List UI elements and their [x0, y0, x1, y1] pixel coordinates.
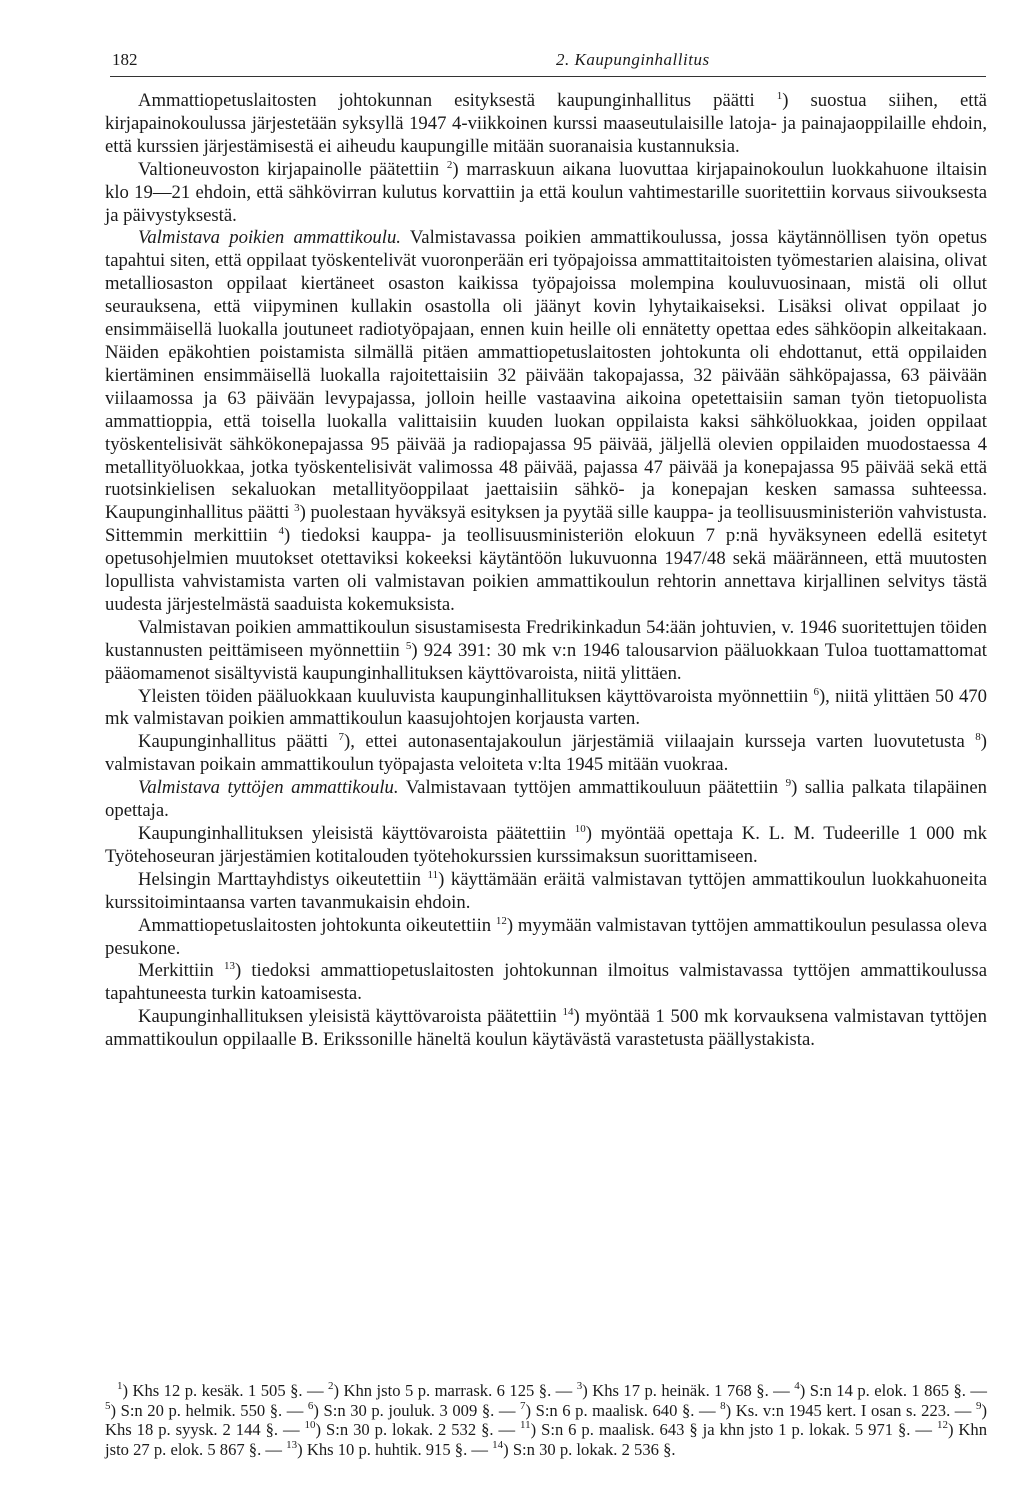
text-run: Ammattiopetuslaitosten johtokunnan esityksestä kaupunginhallitus päätti	[138, 90, 777, 111]
text-run: ) sallia palkata tilapäinen opettaja.	[105, 777, 987, 822]
text-run: ) S:n 14 p. elok. 1 865 §. —	[799, 1381, 988, 1400]
text-run: Kaupunginhallituksen yleisistä käyttövaroista päätettiin	[138, 1006, 563, 1028]
paragraph	[105, 686, 987, 732]
text-run: ), niitä ylittäen 50 470 mk valmistavan poikien ammattikoulun kaasujohtojen korjausta varten.	[105, 685, 987, 730]
section-subheading: Valmistava poikien ammattikoulu.	[138, 227, 401, 249]
footnote-ref: 6	[307, 1399, 314, 1412]
text-run: ) myymään valmistavan tyttöjen ammattikoulun pesulassa oleva pesukone.	[105, 914, 987, 959]
footnote-ref: 3	[576, 1380, 583, 1392]
paragraph	[105, 159, 987, 228]
text-run: ) tiedoksi ammattiopetuslaitosten johtokunnan ilmoitus valmistavassa tyttöjen ammattikoulussa tapahtuneesta turkin katoamisesta.	[105, 960, 987, 1005]
footnote-ref: 3	[294, 502, 300, 515]
text-run: ) Ks. v:n 1945 kert. I osan s. 223. —	[725, 1400, 976, 1420]
footnote-ref: 11	[427, 868, 439, 881]
footnote-ref: 10	[574, 823, 586, 835]
footnote-ref: 11	[520, 1419, 531, 1431]
text-run: ) S:n 6 p. maalisk. 640 §. —	[525, 1400, 721, 1420]
text-run: ) valmistavan poikain ammattikoulun työpajasta veloiteta v:lta 1945 mitään vuokraa.	[105, 731, 988, 776]
text-run: ) marraskuun aikana luovuttaa kirjapainokoulun luokkahuone iltaisin klo 19—21 ehdoin, että sähkövirran kulutus korvattiin ja että koulun vahtimestarille suoritettiin korvaus siivouksesta ja päivystyksestä.	[105, 158, 987, 226]
text-run: ) myöntää 1 500 mk korvauksena valmistavan tyttöjen ammattikoulun oppilaalle B. Erikssonille häneltä koulun käytävästä varastetusta päällystakista.	[105, 1006, 987, 1051]
footnote-ref: 9	[785, 777, 792, 790]
text-run: ) Khs 17 p. heinäk. 1 768 §. —	[582, 1381, 795, 1400]
text-run: ) 924 391: 30 mk v:n 1946 talousarvion pääluokkaan Tuloa tuottamattomat pääomamenot sisältyvistä kaupunginhallituksen käyttövaroista, niitä ylittäen.	[105, 639, 987, 684]
text-run: ) Khs 12 p. kesäk. 1 505 §. —	[122, 1381, 329, 1400]
footnote-ref: 9	[975, 1399, 982, 1412]
paragraph	[105, 227, 987, 616]
running-header	[110, 50, 986, 77]
footnote-ref: 10	[304, 1419, 316, 1431]
footnote-ref: 2	[328, 1380, 334, 1392]
text-run: Valmistavaan tyttöjen ammattikouluun päätettiin	[398, 777, 786, 799]
footnote-ref: 13	[286, 1438, 298, 1451]
text-run: ) myöntää opettaja K. L. M. Tudeerille 1 000 mk Työtehoseuran järjestämien kotitalouden työtehokurssien kurssimaksun suorittamiseen.	[105, 823, 987, 867]
footnote-ref: 8	[720, 1399, 726, 1412]
footnotes	[105, 1381, 987, 1459]
page-number: 182	[112, 50, 138, 69]
text-run: ) Khs 10 p. huhtik. 915 §. —	[297, 1439, 493, 1459]
footnote-ref: 7	[338, 731, 345, 744]
text-run: ) käyttämään eräitä valmistavan tyttöjen ammattikoulun luokkahuoneita kurssitoimintaansa varten tavanmukaisin ehdoin.	[105, 868, 988, 913]
footnote-ref: 7	[520, 1399, 526, 1412]
paragraph	[105, 617, 987, 686]
text-run: ) tiedoksi kauppa- ja teollisuusministeriön elokuun 7 p:nä hyväksyneen edellä esitetyt opetusohjelmien muutokset otettaviksi kokeeksi käytäntöön lukuvuonna 1947/48 sekä määränneen, että muutosten lopullista vahvistamista varten oli valmistavan poikien ammattikoulun rehtorin annettava kirjallinen selvitys tästä uudesta järjestelmästä saaduista kokemuksista.	[105, 525, 988, 615]
footnote-ref: 12	[495, 914, 507, 927]
text-run: ) Khs 18 p. syysk. 2 144 §. —	[105, 1400, 987, 1439]
text-run: ) S:n 30 p. lokak. 2 536 §.	[503, 1439, 676, 1459]
text-run: ), ettei autonasentajakoulun järjestämiä viilaajain kursseja varten luovutetusta	[344, 731, 976, 753]
text-run: Valtioneuvoston kirjapainolle päätettiin	[138, 158, 447, 180]
footnote-ref: 6	[813, 685, 819, 698]
footnote-ref: 8	[975, 731, 981, 744]
running-title: 2. Kaupunginhallitus	[556, 50, 710, 69]
text-run: ) Khn jsto 5 p. marrask. 6 125 §. —	[333, 1381, 577, 1400]
text-run: ) S:n 30 p. jouluk. 3 009 §. —	[313, 1400, 520, 1420]
text-run: Kaupunginhallituksen yleisistä käyttövaroista päätettiin	[138, 823, 575, 844]
paragraph	[105, 90, 987, 159]
footnote-paragraph	[105, 1381, 987, 1459]
paragraph	[105, 823, 987, 869]
paragraph	[105, 869, 987, 915]
footnote-ref: 1	[117, 1380, 123, 1392]
text-run: Valmistavassa poikien ammattikoulussa, jossa käytännöllisen työn opetus tapahtui siten, että oppilaat työskentelivät vuoronperään eri työpajoissa ammattitaitoisten työmestarien alaisina, olivat metalliosaston oppilaat kiertäneet osaston kaikissa työpajoissa molempina kouluvuosinaan, mistä oli ollut seurauksena, että viipyminen kullakin osastolla oli jäänyt kovin lyhytaikaiseksi. Lisäksi olivat oppilaat jo ensimmäisellä luokalla joutuneet radiotyöpajaan, ennen kuin heille oli ennätetty opettaa edes sähköopin alkeitakaan. Näiden epäkohtien poistamista silmällä pitäen ammattiopetuslaitosten johtokunta oli ehdottanut, että oppilaiden kiertäminen ensimmäisellä luokalla rajoitettaisiin 32 päivään takopajassa, 32 päivään sähköpajassa, 63 päivään viilaamossa ja 63 päivään levypajassa, jolloin heille vastaavina aikoina opetettaisiin saman työn tietopuolista ammattioppia, että toisella luokalla valittaisiin kuuden luokan oppilaista kaksi sähköluokkaa, joiden oppilaat työskentelisivät sähkökonepajassa 95 päivää ja radiopajassa 95 päivää, jäljellä olevien oppilaiden muodostaessa 4 metallityöluokkaa, jotka työskentelisivät valimossa 48 päivää, pajassa 47 päivää ja konepajassa 95 päivää sekä että ruotsinkielisen sekaluokan metallityöoppilaat jaettaisiin sähkö- ja konepajan kesken samassa suhteessa. Kaupunginhallitus päätti	[105, 227, 987, 524]
section-subheading: Valmistava tyttöjen ammattikoulu.	[138, 777, 399, 799]
footnote-ref: 14	[562, 1006, 574, 1019]
text-run: ) puolestaan hyväksyä esityksen ja pyytää sille kauppa- ja teollisuusministeriön vahvistusta. Sittemmin merkittiin	[105, 502, 987, 547]
footnote-ref: 4	[278, 525, 284, 538]
text-run: Ammattiopetuslaitosten johtokunta oikeutettiin	[138, 914, 496, 936]
body-text	[105, 90, 987, 1052]
footnote-ref: 4	[794, 1380, 800, 1392]
paragraph	[105, 777, 987, 823]
text-run: Kaupunginhallitus päätti	[138, 731, 339, 753]
text-run: ) Khn jsto 27 p. elok. 5 867 §. —	[105, 1420, 987, 1459]
paragraph	[105, 731, 987, 777]
text-run: Yleisten töiden pääluokkaan kuuluvista kaupunginhallituksen käyttövaroista myönnettiin	[138, 685, 814, 707]
footnote-ref: 12	[936, 1419, 948, 1431]
footnote-ref: 5	[405, 639, 412, 652]
text-run: ) S:n 6 p. maalisk. 643 § ja khn jsto 1 p. lokak. 5 971 §. —	[530, 1420, 937, 1439]
text-run: Helsingin Marttayhdistys oikeutettiin	[138, 868, 428, 890]
footnote-ref: 5	[105, 1399, 111, 1412]
paragraph	[105, 1006, 987, 1052]
text-run: Merkittiin	[138, 960, 224, 982]
text-run: ) S:n 30 p. lokak. 2 532 §. —	[315, 1420, 521, 1439]
footnote-ref: 1	[776, 90, 783, 102]
text-run: ) suostua siihen, että kirjapainokoulussa järjestetään syksyllä 1947 4-viikkoinen kurssi maaseutulaisille latoja- ja painajaoppilaille ehdoin, että kurssien järjestämisestä ei aiheudu kaupungille mitään suoranaisia kustannuksia.	[105, 90, 987, 157]
text-run: Valmistavan poikien ammattikoulun sisustamisesta Fredrikinkadun 54:ään johtuvien, v. 1946 suoritettujen töiden kustannusten peittämiseen myönnettiin	[105, 616, 987, 661]
paragraph	[105, 960, 987, 1006]
text-run: ) S:n 20 p. helmik. 550 §. —	[110, 1400, 308, 1420]
footnote-ref: 13	[223, 960, 235, 973]
footnote-ref: 2	[446, 158, 453, 171]
paragraph	[105, 915, 987, 961]
footnote-ref: 14	[492, 1438, 504, 1451]
